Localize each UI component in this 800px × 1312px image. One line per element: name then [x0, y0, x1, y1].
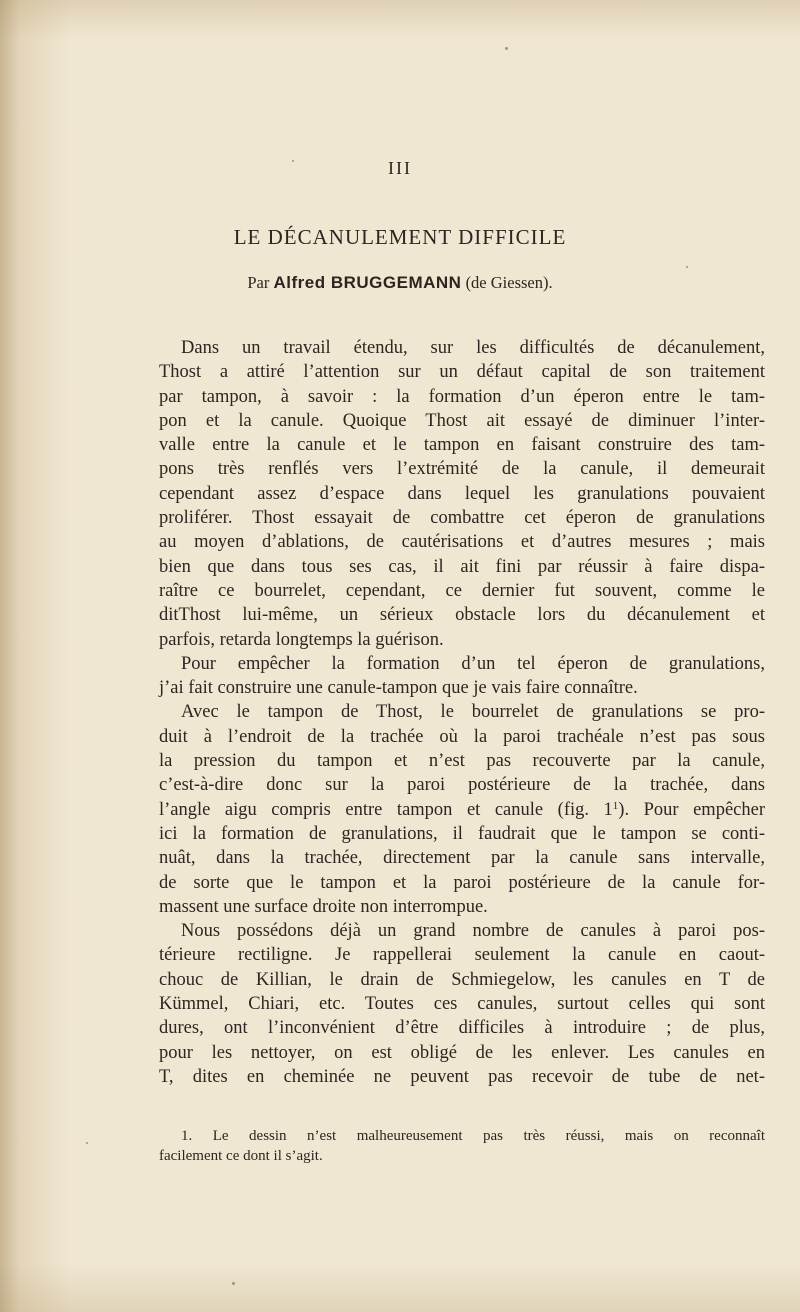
- body-line-with-fig-ref: [159, 798, 765, 822]
- footnote-line: facilement ce dont il s’agit.: [159, 1148, 323, 1164]
- body-line-start: l’angle aigu compris entre tampon et canule (fig. 1: [159, 799, 613, 820]
- body-line: Kümmel, Chiari, etc. Toutes ces canules, surtout celles qui sont: [159, 994, 765, 1015]
- byline-author: Alfred BRUGGEMANN: [273, 273, 462, 292]
- byline: [0, 273, 800, 293]
- body-line: parfois, retarda longtemps la guérison.: [159, 629, 444, 650]
- body-line: bien que dans tous ses cas, il ait fini par réussir à faire dispa-: [159, 556, 765, 577]
- body-line: duit à l’endroit de la trachée où la paroi trachéale n’est pas sous: [159, 726, 765, 747]
- body-line: cependant assez d’espace dans lequel les granulations pouvaient: [159, 483, 765, 504]
- body-line: valle entre la canule et le tampon en faisant construire des tam-: [159, 435, 765, 456]
- body-text: [159, 336, 765, 1089]
- chapter-title: LE DÉCANULEMENT DIFFICILE: [233, 225, 567, 249]
- body-line: proliférer. Thost essayait de combattre cet éperon de granulations: [159, 508, 765, 529]
- body-line: dures, ont l’inconvénient d’être difficiles à introduire ; de plus,: [159, 1018, 765, 1039]
- body-line: c’est-à-dire donc sur la paroi postérieure de la trachée, dans: [159, 775, 765, 796]
- body-line: ici la formation de granulations, il faudrait que le tampon se conti-: [159, 823, 765, 844]
- body-line: raître ce bourrelet, cependant, ce dernier fut souvent, comme le: [159, 580, 765, 601]
- body-line-end: ). Pour empêcher: [618, 799, 765, 820]
- body-line: ditThost lui-même, un sérieux obstacle lors du décanulement et: [159, 605, 765, 626]
- footnote: [159, 1126, 765, 1166]
- footnote-line: 1. Le dessin n’est malheureusement pas très réussi, mais on reconnaît: [181, 1128, 765, 1144]
- body-line: T, dites en cheminée ne peuvent pas recevoir de tube de net-: [159, 1066, 765, 1087]
- body-line: pons très renflés vers l’extrémité de la canule, il demeurait: [159, 459, 765, 480]
- body-line: nuât, dans la trachée, directement par la canule sans intervalle,: [159, 848, 765, 869]
- body-line: Dans un travail étendu, sur les difficultés de décanulement,: [181, 338, 765, 358]
- body-line: Thost a attiré l’attention sur un défaut capital de son traitement: [159, 362, 765, 383]
- body-line: pour les nettoyer, on est obligé de les enlever. Les canules en: [159, 1042, 765, 1063]
- body-line: térieure rectiligne. Je rappellerai seulement la canule en caout-: [159, 945, 765, 966]
- byline-prefix: Par: [247, 273, 270, 292]
- body-line: au moyen d’ablations, de cautérisations et d’autres mesures ; mais: [159, 532, 765, 553]
- chapter-number: III: [388, 158, 412, 178]
- body-line: Avec le tampon de Thost, le bourrelet de granulations se pro-: [181, 702, 765, 723]
- body-line: pon et la canule. Quoique Thost ait essayé de diminuer l’inter-: [159, 410, 765, 431]
- body-line: par tampon, à savoir : la formation d’un éperon entre le tam-: [159, 386, 765, 407]
- body-line: chouc de Killian, le drain de Schmiegelow, les canules en T de: [159, 969, 765, 990]
- footnote-marker: 1: [612, 799, 619, 812]
- byline-affiliation: (de Giessen).: [465, 273, 553, 292]
- body-line: Pour empêcher la formation d’un tel éperon de granulations,: [181, 653, 765, 674]
- body-line: Nous possédons déjà un grand nombre de canules à paroi pos-: [181, 921, 765, 942]
- body-line: j’ai fait construire une canule-tampon que je vais faire connaître.: [159, 678, 638, 699]
- body-line: la pression du tampon et n’est pas recouverte par la canule,: [159, 751, 765, 772]
- body-line: de sorte que le tampon et la paroi postérieure de la canule for-: [159, 872, 765, 893]
- body-line: massent une surface droite non interrompue.: [159, 896, 488, 917]
